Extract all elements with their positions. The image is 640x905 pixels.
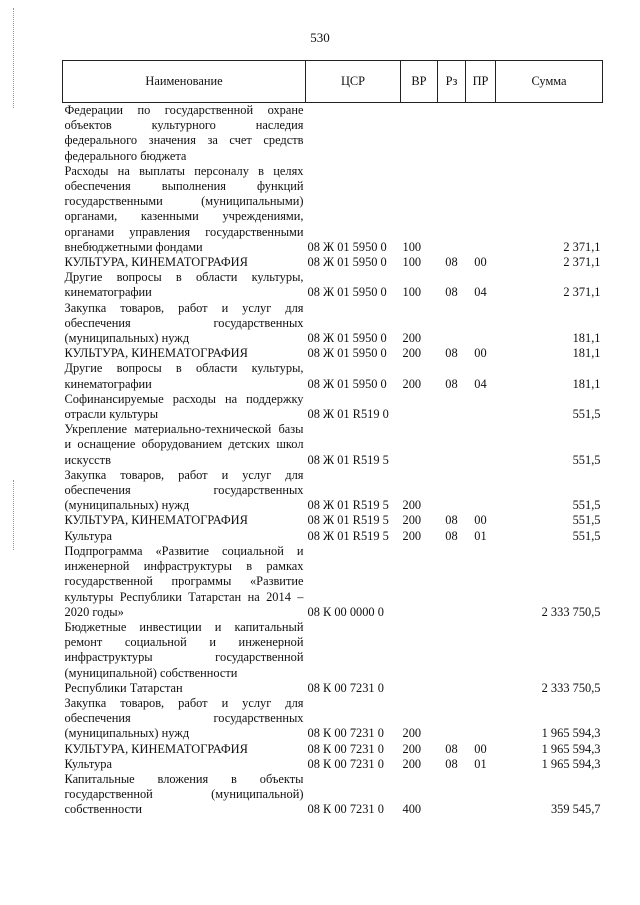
cell-vr: 100 bbox=[402, 255, 422, 270]
row-name-text: Культура bbox=[64, 528, 112, 543]
cell-rz: 08 bbox=[445, 513, 458, 528]
table-row bbox=[63, 620, 603, 696]
cell-name bbox=[63, 301, 306, 347]
cell-csr: 08 К 00 7231 0 bbox=[307, 680, 384, 695]
margin-dots-top bbox=[13, 8, 15, 108]
row-name-text: Закупка товаров, работ и услуг для обеспечения государственных (муниципальных) нужд bbox=[64, 467, 304, 513]
cell-pr bbox=[466, 392, 496, 422]
header-vr: ВР bbox=[401, 61, 438, 103]
cell-vr: 200 bbox=[402, 741, 422, 756]
cell-sum bbox=[496, 103, 603, 164]
row-name-text: Культура bbox=[64, 756, 112, 771]
cell-csr: 08 Ж 01 R519 5 bbox=[307, 498, 389, 513]
cell-rz bbox=[438, 392, 466, 422]
cell-pr bbox=[466, 103, 496, 164]
cell-pr bbox=[466, 620, 496, 696]
cell-name bbox=[63, 103, 306, 164]
row-name-text: КУЛЬТУРА, КИНЕМАТОГРАФИЯ bbox=[64, 255, 248, 270]
cell-name bbox=[63, 468, 306, 514]
cell-csr: 08 Ж 01 R519 5 bbox=[307, 513, 389, 528]
cell-csr: 08 Ж 01 5950 0 bbox=[307, 255, 387, 270]
cell-rz: 08 bbox=[445, 741, 458, 756]
cell-vr bbox=[401, 103, 438, 164]
cell-csr: 08 К 00 0000 0 bbox=[307, 604, 384, 619]
table-row bbox=[63, 696, 603, 742]
table-header-row bbox=[63, 61, 603, 103]
cell-sum: 2 333 750,5 bbox=[541, 680, 601, 695]
row-name-text: Расходы на выплаты персоналу в целях обеспечения выполнения функций государственными (муниципальными) органами, казенными учреждениями, органами управления государственными внебюджетными фондами bbox=[64, 163, 304, 254]
table-row bbox=[63, 361, 603, 391]
header-rz: Рз bbox=[438, 61, 466, 103]
cell-name bbox=[63, 361, 306, 391]
cell-vr bbox=[401, 392, 438, 422]
cell-name bbox=[63, 255, 306, 270]
row-name-text: Софинансируемые расходы на поддержку отрасли культуры bbox=[64, 391, 304, 422]
cell-rz bbox=[438, 468, 466, 514]
cell-vr: 200 bbox=[402, 346, 422, 361]
table-row bbox=[63, 422, 603, 468]
header-csr: ЦСР bbox=[306, 61, 401, 103]
row-name-text: Капитальные вложения в объекты государственной (муниципальной) собственности bbox=[64, 771, 304, 817]
cell-csr: 08 Ж 01 5950 0 bbox=[307, 331, 387, 346]
cell-sum: 2 371,1 bbox=[563, 285, 601, 300]
cell-csr: 08 К 00 7231 0 bbox=[307, 741, 384, 756]
cell-pr: 01 bbox=[474, 756, 487, 771]
margin-dots-middle bbox=[13, 480, 15, 550]
table-row bbox=[63, 301, 603, 347]
cell-csr: 08 Ж 01 5950 0 bbox=[307, 346, 387, 361]
cell-pr bbox=[466, 468, 496, 514]
cell-csr: 08 Ж 01 5950 0 bbox=[307, 239, 387, 254]
cell-pr bbox=[466, 544, 496, 620]
cell-pr: 04 bbox=[474, 376, 487, 391]
cell-vr: 100 bbox=[402, 285, 422, 300]
cell-sum: 1 965 594,3 bbox=[541, 726, 601, 741]
row-name-text: Другие вопросы в области культуры, кинематографии bbox=[64, 361, 304, 391]
cell-csr: 08 К 00 7231 0 bbox=[307, 756, 384, 771]
cell-sum: 551,5 bbox=[572, 513, 601, 528]
row-name-text: Закупка товаров, работ и услуг для обеспечения государственных (муниципальных) нужд bbox=[64, 695, 304, 741]
header-sum: Сумма bbox=[496, 61, 603, 103]
cell-vr bbox=[401, 544, 438, 620]
cell-rz: 08 bbox=[445, 255, 458, 270]
cell-vr: 400 bbox=[402, 802, 422, 817]
table-row bbox=[63, 255, 603, 270]
header-pr: ПР bbox=[466, 61, 496, 103]
cell-name bbox=[63, 544, 306, 620]
cell-rz bbox=[438, 164, 466, 255]
cell-csr bbox=[306, 103, 401, 164]
cell-pr: 00 bbox=[474, 741, 487, 756]
cell-pr: 00 bbox=[474, 255, 487, 270]
cell-csr: 08 К 00 7231 0 bbox=[307, 726, 384, 741]
cell-pr bbox=[466, 422, 496, 468]
cell-pr: 04 bbox=[474, 285, 487, 300]
row-name-text: КУЛЬТУРА, КИНЕМАТОГРАФИЯ bbox=[64, 741, 248, 756]
cell-sum: 181,1 bbox=[572, 376, 601, 391]
cell-pr: 00 bbox=[474, 513, 487, 528]
row-name-text: Укрепление материально-технической базы и оснащение оборудованием детских школ искусств bbox=[64, 422, 304, 467]
cell-vr: 200 bbox=[402, 756, 422, 771]
table-row bbox=[63, 757, 603, 772]
cell-rz bbox=[438, 103, 466, 164]
cell-sum: 1 965 594,3 bbox=[541, 756, 601, 771]
row-name-text: Другие вопросы в области культуры, кинематографии bbox=[64, 270, 304, 300]
table-row bbox=[63, 164, 603, 255]
cell-csr: 08 К 00 7231 0 bbox=[307, 802, 384, 817]
header-name: Наименование bbox=[63, 61, 306, 103]
cell-rz: 08 bbox=[445, 528, 458, 543]
cell-name bbox=[63, 696, 306, 742]
cell-rz bbox=[438, 544, 466, 620]
cell-rz: 08 bbox=[445, 285, 458, 300]
row-name-text: Федерации по государственной охране объектов культурного наследия федерального значения за счет средств федерального бюджета bbox=[64, 103, 304, 163]
cell-rz bbox=[438, 422, 466, 468]
cell-sum: 551,5 bbox=[572, 452, 601, 467]
table-row bbox=[63, 270, 603, 300]
cell-name bbox=[63, 270, 306, 300]
cell-csr: 08 Ж 01 5950 0 bbox=[307, 285, 387, 300]
cell-sum: 181,1 bbox=[572, 331, 601, 346]
cell-rz bbox=[438, 301, 466, 347]
row-name-text: Бюджетные инвестиции и капитальный ремонт социальной и инженерной инфраструктуры государственной (муниципальной) собственности Республики Татарстан bbox=[64, 619, 304, 695]
row-name-text: КУЛЬТУРА, КИНЕМАТОГРАФИЯ bbox=[64, 346, 248, 361]
table-row bbox=[63, 392, 603, 422]
cell-name bbox=[63, 164, 306, 255]
cell-sum: 551,5 bbox=[572, 528, 601, 543]
cell-pr: 01 bbox=[474, 528, 487, 543]
cell-vr bbox=[401, 620, 438, 696]
cell-pr bbox=[466, 696, 496, 742]
cell-sum: 551,5 bbox=[572, 498, 601, 513]
table-row bbox=[63, 346, 603, 361]
row-name-text: КУЛЬТУРА, КИНЕМАТОГРАФИЯ bbox=[64, 513, 248, 528]
page-number: 530 bbox=[310, 30, 330, 45]
cell-sum: 181,1 bbox=[572, 346, 601, 361]
cell-name bbox=[63, 422, 306, 468]
cell-csr: 08 Ж 01 R519 5 bbox=[307, 452, 389, 467]
table-row bbox=[63, 529, 603, 544]
cell-sum: 2 333 750,5 bbox=[541, 604, 601, 619]
cell-rz bbox=[438, 696, 466, 742]
cell-csr: 08 Ж 01 R519 5 bbox=[307, 528, 389, 543]
cell-pr: 00 bbox=[474, 346, 487, 361]
cell-sum: 2 371,1 bbox=[563, 239, 601, 254]
cell-name bbox=[63, 620, 306, 696]
cell-rz: 08 bbox=[445, 376, 458, 391]
cell-pr bbox=[466, 772, 496, 818]
cell-sum: 359 545,7 bbox=[550, 802, 601, 817]
cell-sum: 551,5 bbox=[572, 407, 601, 422]
cell-vr: 200 bbox=[402, 528, 422, 543]
table-row bbox=[63, 513, 603, 528]
cell-name bbox=[63, 392, 306, 422]
table-row bbox=[63, 544, 603, 620]
cell-name bbox=[63, 513, 306, 528]
cell-vr: 200 bbox=[402, 513, 422, 528]
budget-table bbox=[62, 60, 603, 818]
cell-vr: 100 bbox=[402, 239, 422, 254]
table-row bbox=[63, 742, 603, 757]
cell-vr: 200 bbox=[402, 726, 422, 741]
cell-vr: 200 bbox=[402, 376, 422, 391]
row-name-text: Закупка товаров, работ и услуг для обеспечения государственных (муниципальных) нужд bbox=[64, 300, 304, 346]
cell-vr bbox=[401, 422, 438, 468]
cell-rz bbox=[438, 620, 466, 696]
cell-name bbox=[63, 757, 306, 772]
cell-rz: 08 bbox=[445, 756, 458, 771]
cell-name bbox=[63, 346, 306, 361]
cell-csr: 08 Ж 01 5950 0 bbox=[307, 376, 387, 391]
cell-name bbox=[63, 529, 306, 544]
cell-rz: 08 bbox=[445, 346, 458, 361]
table-row bbox=[63, 468, 603, 514]
row-name-text: Подпрограмма «Развитие социальной и инженерной инфраструктуры в рамках государственной программы «Развитие культуры Республики Татарстан на 2014 – 2020 годы» bbox=[64, 543, 304, 619]
cell-sum: 1 965 594,3 bbox=[541, 741, 601, 756]
table-row bbox=[63, 772, 603, 818]
cell-sum: 2 371,1 bbox=[563, 255, 601, 270]
cell-vr: 200 bbox=[402, 331, 422, 346]
cell-pr bbox=[466, 164, 496, 255]
cell-vr: 200 bbox=[402, 498, 422, 513]
cell-csr: 08 Ж 01 R519 0 bbox=[307, 407, 389, 422]
cell-rz bbox=[438, 772, 466, 818]
cell-name bbox=[63, 772, 306, 818]
cell-pr bbox=[466, 301, 496, 347]
table-row bbox=[63, 103, 603, 164]
cell-name bbox=[63, 742, 306, 757]
